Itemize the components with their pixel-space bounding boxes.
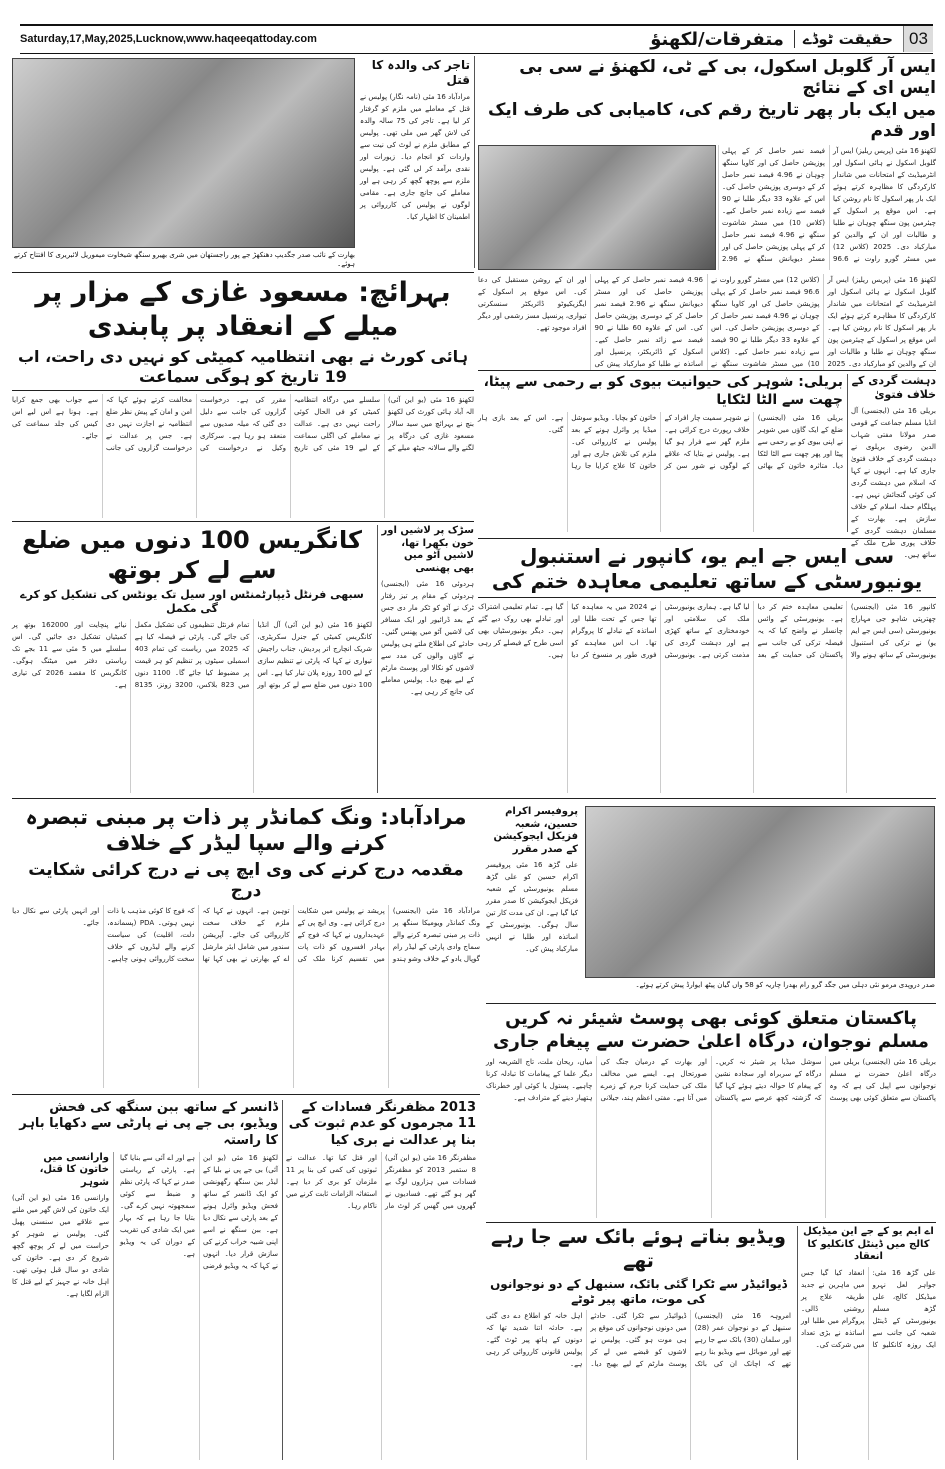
fatwa-headline: دہشت گردی کے خلاف فتویٰ [851,374,936,401]
section-title: متفرقات/لکھنؤ [650,28,784,50]
congress-article [12,525,372,793]
csjmu-headline: سی ایس جے ایم یو، کانپور نے استنبول یونیورسٹی کے ساتھ تعلیمی معاہدہ ختم کی [478,544,936,598]
amu-headline: اے ایم یو کے جے این میڈیکل کالج میں ڈینٹل کانکلیو کا انعقاد [803,1226,934,1262]
road-body: ہردوئی 16 مئی (ایجنسی) ہردوئی کے مقام پر تیز رفتار ٹرک نے آٹو کو ٹکر مار دی جس کے بعد ڈرائیور اور ایک مسافر کی لاشیں آٹو میں پھنس گئیں۔ حادثے کی اطلاع ملتے ہی پولیس نے گاؤں والوں کی مدد سے لاشوں کو نکالا اور پوسٹ مارٹم کے لیے بھیج دیا۔ پولیس معاملے کی جانچ کر رہی ہے۔ [381,580,474,696]
divider [282,1100,283,1460]
varanasi-body: وارانسی 16 مئی (یو این آئی) ایک خاتون کی لاش گھر میں ملنے سے علاقے میں سنسنی پھیل گئی۔ پولیس نے شوہر کو حراست میں لے کر پوچھ گچھ شروع کر دی ہے۔ خاتون کی شادی دو سال قبل ہوئی تھی۔ اہل خانہ نے جہیز کے لیے قتل کا الزام لگایا ہے۔ [12,1194,110,1299]
amu-body: علی گڑھ 16 مئی: جواہر لعل نہرو میڈیکل کالج، علی گڑھ مسلم یونیورسٹی کے ڈینٹل شعبہ کی جانب سے ایک روزہ کانکلیو کا انعقاد کیا گیا جس میں ماہرین نے جدید طریقہ علاج پر روشنی ڈالی۔ پروگرام میں طلبا اور اساتذہ نے بڑی تعداد میں شرکت کی۔ [801,1268,936,1349]
school-body: لکھنؤ 16 مئی (پریس ریلیز) ایس آر گلوبل اسکول نے ہائی اسکول اور انٹرمیڈیٹ کے امتحانات میں شاندار کارکردگی کا مظاہرہ کرتے ہوئے ایک بار پھر اسکول کا نام روشن کیا ہے۔ اس موقع پر اسکول کے چیئرمین پون سنگھ چوہان نے طلبا و طالبات اور ان کے والدین کو مبارکباد دی۔ 2025 (کلاس 12) میں مسٹر گورو راوت نے 96.6 فیصد نمبر حاصل کر کے پہلی پوزیشن حاصل کی اور کاویا سنگھ چوہان نے 4.96 فیصد نمبر حاصل کر کے دوسری پوزیشن حاصل کی۔ اس کے علاوہ 33 دیگر طلبا نے 90 فیصد سے زیادہ نمبر حاصل کیے۔ (کلاس 10) میں مسٹر شاشوت سنگھ نے 4.96 فیصد نمبر حاصل کر کے پہلی پوزیشن حاصل کی اور مسٹر دیویانش سنگھ نے 2.96 فیصد نمبر حاصل کر کے دوسری پوزیشن حاصل کی۔ اس کے علاوہ 60 طلبا نے 90 فیصد سے زائد نمبر حاصل کیے۔ اسکول کے ڈائریکٹر، پرنسپل اور اساتذہ نے طلبا کو مبارکباد پیش کی اور ان کے روشن مستقبل کی دعا کی۔ اس موقع پر اسکول کے ایگزیکیوٹو ڈائریکٹر سنسکرتی تیواری، پرنسپل مسز رشمی اور دیگر افراد موجود تھے۔ [478,276,936,368]
csjmu-body: کانپور 16 مئی (ایجنسی) چھترپتی شاہو جی مہاراج یونیورسٹی (سی ایس جے ایم یو) نے ترکی کی استنبول یونیورسٹی کے ساتھ ہونے والا تعلیمی معاہدہ ختم کر دیا ہے۔ یونیورسٹی کے وائس چانسلر نے واضح کیا کہ یہ فیصلہ ترکی کی جانب سے پاکستان کی حمایت کے بعد لیا گیا ہے۔ ہماری یونیورسٹی ملک کی سلامتی اور خودمختاری کے ساتھ کھڑی ہے اور دہشت گردی کی مذمت کرتی ہے۔ یونیورسٹی نے 2024 میں یہ معاہدہ کیا تھا جس کے تحت طلبا اور اساتذہ کے تبادلے کا پروگرام تھا۔ اب اس معاہدے کو فوری طور پر منسوخ کر دیا گیا ہے۔ تمام تعلیمی اشتراک اور تبادلے بھی روک دیے گئے ہیں۔ دیگر یونیورسٹیاں بھی اسی طرح کے فیصلے کر رہی ہیں۔ [478,603,936,659]
bahraich-article [12,276,474,518]
school-headline-2: میں ایک بار پھر تاریخ رقم کی، کامیابی کی طرف ایک اور قدم [487,99,936,141]
page-header [20,26,933,52]
professor-article [486,806,578,998]
muzaffarnagar-headline: 2013 مظفرنگر فسادات کے 11 مجرموں کو عدم ثبوت کی بنا پر عدالت نے بری کیا [288,1100,476,1148]
photo-inauguration [12,58,355,248]
photo-award [585,806,935,978]
moradabad-headline: مرادآباد: ونگ کمانڈر پر ذات پر مبنی تبصرہ کرنے والے سپا لیڈر کے خلاف [25,805,467,856]
dancer-headline: ڈانسر کے ساتھ ببن سنگھ کی فحش ویڈیو، بی جے پی نے پارٹی سے دکھایا باہر کا راستہ [19,1100,278,1148]
divider [12,798,936,799]
divider [797,1226,798,1460]
pakistan-article [486,1008,936,1218]
video-body: امروہہ 16 مئی (ایجنسی) سنبھل کے دو نوجوان عمر (28) اور سلمان (30) بائک سے جا رہے تھے اور موبائل سے ویڈیو بنا رہے تھے کہ اچانک ان کی بائک ڈیوائیڈر سے ٹکرا گئی۔ حادثے میں دونوں نوجوانوں کی موقع پر ہی موت ہو گئی۔ پولیس نے لاشوں کو قبضے میں لے کر پوسٹ مارٹم کے لیے بھیج دیا۔ اہل خانہ کو اطلاع دے دی گئی ہے۔ حادثہ اتنا شدید تھا کہ دونوں کے ہاتھ پیر ٹوٹ گئے۔ پولیس قانونی کارروائی کر رہی ہے۔ [486,1311,792,1368]
csjmu-article [478,544,936,793]
varanasi-headline: وارانسی میں خاتون کا قتل، شوہر [39,1151,109,1188]
photo-caption: بھارت کے نائب صدر جگدیپ دھنکھڑ جے پور راجستھان میں شری بھیرو سنگھ شیخاوت میموریل لائبریری کا افتتاح کرتے ہوئے۔ [13,251,355,268]
pakistan-headline: پاکستان متعلق کوئی بھی پوسٹ شیئر نہ کریں مسلم نوجوان، درگاہ اعلیٰ حضرت سے پیغام جاری [493,1008,929,1052]
divider [486,1222,936,1223]
bahraich-body: لکھنؤ 16 مئی (یو این آئی) الہ آباد ہائی کورٹ کی لکھنؤ بنچ نے بہرائچ میں سید سالار مسعود غازی کی درگاہ پر لگنے والے سالانہ جیٹھ میلے کے سلسلے میں درگاہ انتظامیہ کمیٹی کو فی الحال کوئی راحت نہیں دی ہے۔ عدالت نے معاملے کی اگلی سماعت کے لیے 19 مئی کی تاریخ مقرر کی ہے۔ درخواست گزاروں کی جانب سے دلیل دی گئی کہ میلہ صدیوں سے منعقد ہو رہا ہے۔ سرکاری وکیل نے درخواست کی مخالفت کرتے ہوئے کہا کہ امن و امان کے پیش نظر ضلع انتظامیہ نے اجازت نہیں دی ہے۔ جس پر عدالت نے درخواست گزاروں کی جانب سے جواب بھی جمع کرایا ہے۔ ہونا ہے اس لیے اس کیس کی جلد سماعت کی جائے۔ [12,395,474,452]
video-headline: ویڈیو بناتے ہوئے بائک سے جا رہے تھے [491,1226,786,1272]
dancer-body: لکھنؤ 16 مئی (یو این آئی) بی جے پی نے بلیا کے لیڈر ببن سنگھ رگھونشی کو ایک ڈانسر کے ساتھ فحش ویڈیو وائرل ہونے کے بعد پارٹی سے نکال دیا ہے۔ ببن سنگھ نے اسے اپنی شبیہ خراب کرنے کی سازش قرار دیا۔ انہوں نے کہا کہ یہ ویڈیو فرضی ہے اور اے آئی سے بنایا گیا ہے۔ پارٹی کے ریاستی صدر نے کہا کہ پارٹی نظم و ضبط سے کوئی سمجھوتہ نہیں کرے گی۔ بتایا جا رہا ہے کہ بہار میں ایک شادی کی تقریب کے دوران کی یہ ویڈیو ہے۔ [120,1153,278,1270]
muzaffarnagar-body: مظفرنگر 16 مئی (یو این آئی) 8 ستمبر 2013 کو مظفرنگر فسادات میں ہزاروں لوگ بے گھر ہو گئے تھے۔ فسادیوں نے گھروں میں گھس کر لوٹ مار اور قتل کیا تھا۔ عدالت نے ثبوتوں کی کمی کی بنا پر 11 ملزمان کو بری کر دیا ہے۔ استغاثہ الزامات ثابت کرنے میں ناکام رہا۔ [286,1153,477,1210]
pakistan-body: بریلی 16 مئی (ایجنسی) بریلی میں درگاہ اعلیٰ حضرت نے مسلم نوجوانوں سے اپیل کی ہے کہ وہ پاکستان سے متعلق کوئی بھی پوسٹ سوشل میڈیا پر شیئر نہ کریں۔ درگاہ کے سربراہ اور سجادہ نشین کے پیغام کا حوالہ دیتے ہوئے کہا گیا کہ گزشتہ کچھ عرصے سے پاکستان اور بھارت کے درمیان جنگ کی صورتحال ہے۔ ایسے میں مخالف ملک کی حمایت کرنا جرم کے زمرے میں آتا ہے۔ مفتی اعظم ہند، جیلانی میاں، ریحان ملت، تاج الشریعہ اور دیگر علما کے پیغامات کا تبادلہ کرنا چاہیے۔ پستول یا کوئی اور خطرناک ہتھیار دینے کے مترادف ہے۔ [486,1058,936,1102]
professor-headline: پروفیسر اکرام حسین، شعبہ فزیکل ایجوکیشن کے صدر مقرر [493,806,578,855]
divider [377,525,378,793]
congress-headline: کانگریس 100 دنوں میں ضلع سے لے کر بوتھ [22,526,362,584]
dancer-varanasi-area [12,1100,278,1460]
congress-subheadline: سبھی فرنٹل ڈیپارٹمنٹس اور سیل تک یونٹس کی تشکیل کو کرے گی مکمل [20,588,364,615]
bareilly-headline: بریلی: شوہر کی حیوانیت بیوی کو بے رحمی سے پیٹا، چھت سے الٹا لٹکایا [483,374,843,408]
header-right [650,26,933,52]
amu-article [801,1226,936,1460]
header-rule-bottom [20,53,933,54]
video-subheadline: ڈیوائیڈر سے ٹکرا گئی بائک، سنبھل کے دو نوجوانوں کی موت، ماتھ پیر ٹوٹے [490,1276,787,1306]
divider [12,272,474,273]
masthead-logo: حقیقت ٹوڈے [794,30,893,48]
school-photo-row [478,145,936,270]
road-headline: سڑک پر لاشیں اور خون بکھرا تھا، لاشیں آٹو میں بھی پھنسی [381,525,474,574]
video-article [486,1226,791,1460]
photo-caption: صدر دروپدی مرمو نئی دہلی میں جگد گرو رام بھدرا چاریہ کو 58 واں گیان پیٹھ ایوارڈ پیش کرتے ہوئے۔ [635,981,935,989]
muzaffarnagar-article [286,1100,476,1460]
page-number: 03 [903,26,933,52]
divider [478,370,936,371]
bahraich-headline: بہرائچ: مسعود غازی کے مزار پر میلے کے انعقاد پر پابندی [35,277,451,342]
trader-article [360,58,470,268]
date-line: Saturday,17,May,2025,Lucknow,www.haqeeqattoday.com [20,33,317,45]
fatwa-article [851,374,937,559]
school-body-top: لکھنؤ 16 مئی (پریس ریلیز) ایس آر گلوبل اسکول نے ہائی اسکول اور انٹرمیڈیٹ کے امتحانات میں شاندار کارکردگی کا مظاہرہ کرتے ہوئے ایک بار پھر اسکول کا نام روشن کیا ہے۔ اس موقع پر اسکول کے چیئرمین پون سنگھ چوہان نے طلبا و طالبات اور ان کے والدین کو مبارکباد دی۔ 2025 (کلاس 12) میں مسٹر گورو راوت نے 96.6 فیصد نمبر حاصل کر کے پہلی پوزیشن حاصل کی اور کاویا سنگھ چوہان نے 4.96 فیصد نمبر حاصل کر کے دوسری پوزیشن حاصل کی۔ اس کے علاوہ 33 دیگر طلبا نے 90 فیصد سے زیادہ نمبر حاصل کیے۔ (کلاس 10) میں مسٹر شاشوت سنگھ نے 4.96 فیصد نمبر حاصل کر کے پہلی پوزیشن حاصل کی اور مسٹر دیویانش سنگھ نے 2.96 [722,147,937,263]
congress-body: لکھنؤ 16 مئی (یو این آئی) آل انڈیا کانگریس کمیٹی کے جنرل سکریٹری، شریک انچارج اتر پردیش، جناب راجیش تیواری نے کہا کہ پارٹی نے تنظیم سازی کے لیے 100 روزہ پلان تیار کیا ہے۔ اس 100 دنوں میں ضلع سے لے کر بوتھ اور تمام فرنٹل تنظیموں کی تشکیل مکمل کی جائے گی۔ پارٹی نے فیصلہ کیا ہے کہ 2025 میں ریاست کی تمام 403 اسمبلی سیٹوں پر تنظیم کو ہر قیمت پر مضبوط کیا جائے گا۔ 1100 دنوں میں 823 بلاکس، 3200 زونز، 8135 نیائے پنچایت اور 162000 بوتھ پر کمیٹیاں تشکیل دی جائیں گی۔ اس سلسلے میں 5 مئی سے 11 بجے تک ریاستی دفتر میں میٹنگ ہوگی۔ کانگریس کا مقصد 2026 کی تیاری ہے۔ [12,620,373,689]
divider [478,538,936,539]
moradabad-article [12,804,480,1088]
professor-body: علی گڑھ 16 مئی پروفیسر اکرام حسین کو علی گڑھ مسلم یونیورسٹی کے شعبہ فزیکل ایجوکیشن کا صدر مقرر کیا گیا ہے۔ ان کی مدت کار تین سال ہوگی۔ یونیورسٹی کے اساتذہ اور طلبا نے انہیں مبارکباد پیش کی۔ [486,861,578,953]
trader-body: مرادآباد 16 مئی (نامہ نگار) پولیس نے قتل کے معاملے میں ملزم کو گرفتار کر لیا ہے۔ تاجر کی 75 سالہ والدہ کی لاش گھر میں ملی تھی۔ پولیس کے مطابق ملزم نے لوٹ کی نیت سے واردات کو انجام دیا۔ زیورات اور نقدی برآمد کر لی گئی ہے۔ پولیس ملزم سے پوچھ گچھ کر رہی ہے اور معاملے کی جانچ جاری ہے۔ مقامی لوگوں نے پولیس کی کارروائی پر اطمینان کا اظہار کیا۔ [360,93,471,221]
bareilly-article [478,374,843,532]
school-headline: ایس آر گلوبل اسکول، بی کے ٹی، لکھنؤ نے سی بی ایس ای کے نتائج [519,57,936,99]
divider [486,1003,936,1004]
divider [12,521,474,522]
divider [847,374,848,532]
bareilly-body: بریلی 16 مئی (ایجنسی) ضلع کے ایک گاؤں میں شوہر نے اپنی بیوی کو بے رحمی سے پیٹا اور پھر چھت سے الٹا لٹکا دیا۔ متاثرہ خاتون کے بھائی نے شوہر سمیت چار افراد کے خلاف رپورٹ درج کرائی ہے۔ ملزم گھر سے فرار ہو گیا ہے۔ پولیس نے بتایا کہ علاقے کے لوگوں نے شور سن کر خاتون کو بچایا۔ ویڈیو سوشل میڈیا پر وائرل ہونے کے بعد پولیس نے کارروائی کی۔ ملزم کی تلاش جاری ہے اور خاتون کا علاج کرایا جا رہا ہے۔ اس کے بعد بازی ہار گئی۔ [478,414,843,470]
photo-students [478,145,716,270]
divider [12,1094,480,1095]
moradabad-body: مرادآباد 16 مئی (ایجنسی) ونگ کمانڈر ویومیکا سنگھ پر ذات پر مبنی تبصرہ کرنے والے سماج وادی پارٹی کے لیڈر رام گوپال یادو کے خلاف وشو ہندو پریشد نے پولیس میں شکایت درج کرائی ہے۔ وی ایچ پی کے عہدیداروں نے کہا کہ فوج کے بہادر افسروں کو ذات پات میں تقسیم کرنا ملک کی توہین ہے۔ انہوں نے کہا کہ ملزم کے خلاف سخت کارروائی کی جائے۔ آپریشن سندور میں شامل ایئر مارشل اے کے بھارتی نے بھی کہا تھا کہ فوج کا کوئی مذہب یا ذات نہیں ہوتی۔ PDA (پسماندہ، دلت، اقلیت) کی سیاست کرنے والے لیڈروں کے خلاف سخت کارروائی ہونی چاہیے۔ اور انہیں پارٹی سے نکال دیا جائے۔ [12,907,481,963]
bahraich-subheadline: ہائی کورٹ نے بھی انتظامیہ کمیٹی کو نہیں دی راحت، اب 19 تاریخ کو ہوگی سماعت [12,347,474,391]
varanasi-article [12,1152,114,1460]
dancer-varanasi-row [12,1152,278,1460]
road-article [381,525,474,793]
school-article [478,57,936,367]
trader-headline: تاجر کی والدہ کا قتل [371,58,470,87]
divider [474,56,475,268]
moradabad-subheadline: مقدمہ درج کرنے کی وی ایچ پی نے درج کرائی شکایت درج [28,859,464,901]
fatwa-body: بریلی 16 مئی (ایجنسی) آل انڈیا مسلم جماعت کے قومی صدر مولانا مفتی شہاب الدین رضوی بریلوی نے دہشت گردی کے خلاف فتویٰ جاری کیا ہے۔ انہوں نے کہا کہ اسلام میں دہشت گردی کی کوئی گنجائش نہیں ہے۔ پہلگام حملہ اسلام کے خلاف سازش ہے۔ بھارت کے مسلمان دہشت گردی کے خلاف پوری طرح ملک کے ساتھ ہیں۔ [851,406,937,559]
